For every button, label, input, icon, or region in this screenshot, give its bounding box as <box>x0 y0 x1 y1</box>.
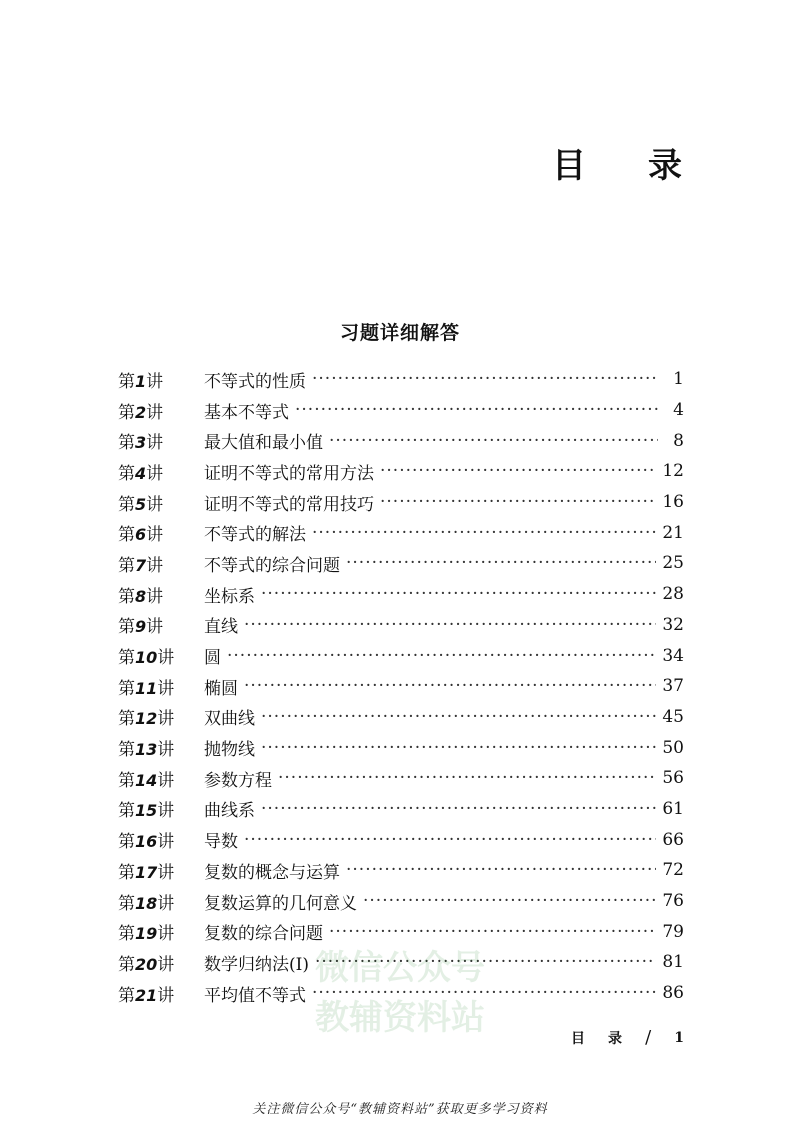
table-of-contents <box>118 364 684 1008</box>
page-number: 76 <box>662 891 684 912</box>
toc-entry[interactable] <box>118 886 684 917</box>
chapter-number: 9 <box>135 617 147 637</box>
toc-entry[interactable] <box>118 487 684 518</box>
chapter-title: 导数 <box>204 832 238 853</box>
chapter-title: 双曲线 <box>204 709 255 730</box>
toc-entry[interactable] <box>118 732 684 763</box>
chapter-label <box>118 490 204 515</box>
chapter-label <box>118 674 204 699</box>
chapter-prefix: 第 <box>118 893 135 914</box>
page-number: 72 <box>662 860 684 881</box>
chapter-prefix: 第 <box>118 924 135 945</box>
chapter-label <box>118 643 204 668</box>
chapter-label <box>118 551 204 576</box>
chapter-prefix: 第 <box>118 463 135 484</box>
chapter-title: 证明不等式的常用方法 <box>204 463 374 484</box>
chapter-number: 19 <box>135 924 158 944</box>
page-number: 1 <box>673 369 684 390</box>
page-number: 86 <box>662 983 684 1004</box>
chapter-prefix: 第 <box>118 954 135 975</box>
chapter-title: 证明不等式的常用技巧 <box>204 494 374 515</box>
chapter-label <box>118 919 204 944</box>
chapter-number: 10 <box>135 648 158 668</box>
chapter-suffix: 讲 <box>146 371 164 392</box>
toc-entry[interactable] <box>118 671 684 702</box>
chapter-suffix: 讲 <box>157 678 175 699</box>
section-title: 习题详细解答 <box>339 322 460 344</box>
toc-entry[interactable] <box>118 640 684 671</box>
chapter-suffix: 讲 <box>146 617 164 638</box>
chapter-label <box>118 398 204 423</box>
toc-entry[interactable] <box>118 763 684 794</box>
chapter-number: 8 <box>135 586 147 606</box>
dot-leader <box>244 676 656 696</box>
footer-slash: / <box>645 1027 652 1048</box>
chapter-prefix: 第 <box>118 555 135 576</box>
chapter-label <box>118 520 204 545</box>
toc-entry[interactable] <box>118 916 684 947</box>
watermark-line-2: 教辅资料站 <box>315 998 485 1038</box>
chapter-prefix: 第 <box>118 801 135 822</box>
dot-leader <box>346 860 656 880</box>
footer-page-label <box>571 1027 684 1048</box>
toc-entry[interactable] <box>118 456 684 487</box>
chapter-label <box>118 612 204 637</box>
page-number: 25 <box>662 553 684 574</box>
toc-entry[interactable] <box>118 824 684 855</box>
chapter-number: 18 <box>135 893 158 913</box>
chapter-prefix: 第 <box>118 678 135 699</box>
chapter-prefix: 第 <box>118 832 135 853</box>
dot-leader <box>261 707 656 727</box>
footer-left: 目 <box>571 1030 585 1047</box>
chapter-prefix: 第 <box>118 985 135 1006</box>
chapter-title: 坐标系 <box>204 586 255 607</box>
chapter-label <box>118 428 204 453</box>
chapter-prefix: 第 <box>118 770 135 791</box>
chapter-number: 4 <box>135 463 147 483</box>
page-number: 34 <box>662 645 684 666</box>
chapter-label <box>118 704 204 729</box>
chapter-title: 不等式的性质 <box>204 371 306 392</box>
chapter-title: 不等式的解法 <box>204 525 306 546</box>
page-number: 81 <box>662 952 684 973</box>
chapter-prefix: 第 <box>118 494 135 515</box>
page-number: 79 <box>662 921 684 942</box>
chapter-suffix: 讲 <box>146 525 164 546</box>
toc-entry[interactable] <box>118 395 684 426</box>
toc-entry[interactable] <box>118 579 684 610</box>
chapter-prefix: 第 <box>118 648 135 669</box>
toc-entry[interactable] <box>118 978 684 1009</box>
chapter-label <box>118 766 204 791</box>
watermark-line-1: 微信公众号 <box>315 948 485 988</box>
dot-leader <box>329 431 658 451</box>
page-number: 8 <box>673 430 684 451</box>
chapter-title: 不等式的综合问题 <box>204 555 340 576</box>
dot-leader <box>312 523 656 543</box>
chapter-number: 20 <box>135 954 158 974</box>
chapter-title: 复数运算的几何意义 <box>204 893 357 914</box>
toc-entry[interactable] <box>118 794 684 825</box>
page-number: 16 <box>662 492 684 513</box>
chapter-number: 12 <box>135 709 158 729</box>
toc-entry[interactable] <box>118 610 684 641</box>
chapter-label <box>118 981 204 1006</box>
toc-entry[interactable] <box>118 425 684 456</box>
dot-leader <box>227 646 656 666</box>
dot-leader <box>329 922 656 942</box>
dot-leader <box>244 830 656 850</box>
dot-leader <box>380 461 656 481</box>
chapter-number: 7 <box>135 555 147 575</box>
dot-leader <box>261 799 656 819</box>
dot-leader <box>244 615 656 635</box>
page-number: 66 <box>662 829 684 850</box>
chapter-number: 21 <box>135 985 158 1005</box>
chapter-label <box>118 459 204 484</box>
chapter-number: 11 <box>135 678 158 698</box>
chapter-label <box>118 796 204 821</box>
chapter-label <box>118 367 204 392</box>
chapter-number: 16 <box>135 832 158 852</box>
chapter-suffix: 讲 <box>157 893 175 914</box>
chapter-title: 最大值和最小值 <box>204 433 323 454</box>
page-number: 56 <box>662 768 684 789</box>
dot-leader <box>312 369 658 389</box>
chapter-prefix: 第 <box>118 740 135 761</box>
chapter-suffix: 讲 <box>157 801 175 822</box>
chapter-suffix: 讲 <box>157 648 175 669</box>
chapter-number: 13 <box>135 740 158 760</box>
chapter-number: 5 <box>135 494 147 514</box>
chapter-suffix: 讲 <box>146 463 164 484</box>
chapter-suffix: 讲 <box>146 586 164 607</box>
bottom-note: 关注微信公众号“教辅资料站”获取更多学习资料 <box>252 1102 548 1117</box>
chapter-number: 3 <box>135 433 147 453</box>
page-title <box>552 138 684 187</box>
chapter-title: 参数方程 <box>204 770 272 791</box>
chapter-prefix: 第 <box>118 525 135 546</box>
chapter-label <box>118 858 204 883</box>
chapter-suffix: 讲 <box>157 924 175 945</box>
chapter-title: 椭圆 <box>204 678 238 699</box>
page-number: 28 <box>662 584 684 605</box>
toc-entry[interactable] <box>118 855 684 886</box>
dot-leader <box>278 768 656 788</box>
toc-entry[interactable] <box>118 364 684 395</box>
chapter-prefix: 第 <box>118 371 135 392</box>
chapter-number: 15 <box>135 801 158 821</box>
page-number: 4 <box>673 400 684 421</box>
toc-entry[interactable] <box>118 947 684 978</box>
page-number: 45 <box>662 706 684 727</box>
chapter-number: 2 <box>135 402 147 422</box>
toc-entry[interactable] <box>118 548 684 579</box>
dot-leader <box>363 891 656 911</box>
chapter-number: 1 <box>135 371 147 391</box>
chapter-suffix: 讲 <box>157 954 175 975</box>
chapter-suffix: 讲 <box>146 433 164 454</box>
chapter-title: 复数的综合问题 <box>204 924 323 945</box>
chapter-suffix: 讲 <box>146 494 164 515</box>
chapter-label <box>118 827 204 852</box>
chapter-prefix: 第 <box>118 402 135 423</box>
dot-leader <box>312 983 656 1003</box>
chapter-title: 直线 <box>204 617 238 638</box>
chapter-title: 复数的概念与运算 <box>204 862 340 883</box>
chapter-suffix: 讲 <box>146 555 164 576</box>
chapter-number: 17 <box>135 862 158 882</box>
chapter-suffix: 讲 <box>157 832 175 853</box>
page-number: 50 <box>662 737 684 758</box>
toc-entry[interactable] <box>118 702 684 733</box>
page-number: 12 <box>662 461 684 482</box>
chapter-suffix: 讲 <box>146 402 164 423</box>
footer-right: 录 <box>608 1030 623 1047</box>
chapter-title: 数学归纳法(Ⅰ) <box>204 954 309 975</box>
chapter-label <box>118 889 204 914</box>
page-number: 21 <box>662 522 684 543</box>
page-number: 37 <box>662 676 684 697</box>
dot-leader <box>315 952 656 972</box>
page-title-left: 目 <box>552 146 588 186</box>
chapter-suffix: 讲 <box>157 709 175 730</box>
page-title-right: 录 <box>648 146 684 186</box>
chapter-label <box>118 950 204 975</box>
dot-leader <box>261 584 656 604</box>
dot-leader <box>295 400 658 420</box>
chapter-prefix: 第 <box>118 433 135 454</box>
page-number: 61 <box>662 798 684 819</box>
chapter-label <box>118 735 204 760</box>
chapter-number: 6 <box>135 525 147 545</box>
chapter-label <box>118 582 204 607</box>
chapter-number: 14 <box>135 770 158 790</box>
chapter-title: 抛物线 <box>204 740 255 761</box>
dot-leader <box>380 492 656 512</box>
chapter-title: 圆 <box>204 648 221 669</box>
chapter-title: 平均值不等式 <box>204 985 306 1006</box>
dot-leader <box>261 738 656 758</box>
chapter-prefix: 第 <box>118 586 135 607</box>
chapter-suffix: 讲 <box>157 740 175 761</box>
chapter-title: 基本不等式 <box>204 402 289 423</box>
page-number: 32 <box>662 614 684 635</box>
chapter-prefix: 第 <box>118 709 135 730</box>
dot-leader <box>346 553 656 573</box>
chapter-title: 曲线系 <box>204 801 255 822</box>
chapter-prefix: 第 <box>118 862 135 883</box>
chapter-suffix: 讲 <box>157 862 175 883</box>
toc-entry[interactable] <box>118 517 684 548</box>
chapter-suffix: 讲 <box>157 985 175 1006</box>
chapter-prefix: 第 <box>118 617 135 638</box>
chapter-suffix: 讲 <box>157 770 175 791</box>
footer-page-number: 1 <box>674 1029 684 1046</box>
